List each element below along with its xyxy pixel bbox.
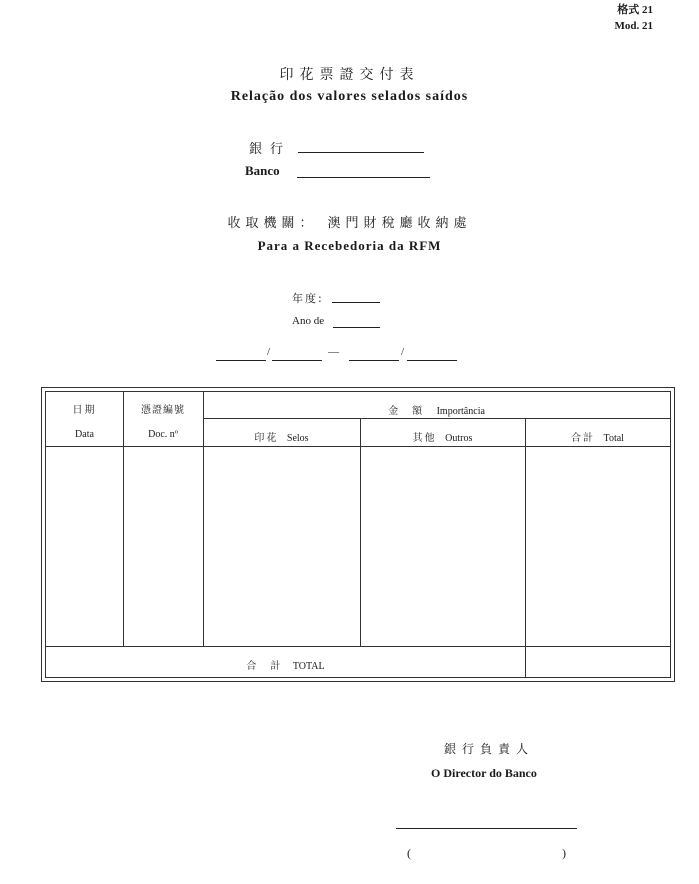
receiving-entity-zh xyxy=(0,212,699,232)
signature-name-field[interactable] xyxy=(413,846,559,862)
date-from-day-field[interactable] xyxy=(216,360,266,361)
cell-selos[interactable] xyxy=(204,447,360,646)
cell-total[interactable] xyxy=(526,447,670,646)
col-doc-zh: 憑證編號 xyxy=(141,405,185,416)
signature-paren-close: ) xyxy=(562,846,566,860)
signature-line[interactable] xyxy=(396,828,577,829)
col-outros-pt: Outros xyxy=(445,433,473,444)
total-row-label xyxy=(46,657,525,672)
title-pt: Relação dos valores selados saídos xyxy=(230,89,469,104)
col-outros-header xyxy=(360,429,525,444)
total-row-pt: TOTAL xyxy=(292,661,325,672)
receiving-entity-label: 收取機關： xyxy=(227,216,318,231)
date-range-dash: — xyxy=(328,346,339,358)
bank-label-pt: Banco xyxy=(245,163,280,178)
form-code xyxy=(615,2,654,34)
date-from-slash: / xyxy=(267,346,271,358)
total-row-value[interactable] xyxy=(526,647,670,678)
col-amount-zh: 金 額 xyxy=(388,406,425,417)
form-code-pt: Mod. 21 xyxy=(614,20,653,32)
col-selos-header xyxy=(203,429,360,444)
bank-label-zh: 銀行 xyxy=(249,142,292,157)
col-selos-zh: 印花 xyxy=(254,433,279,444)
year-label-zh: 年度: xyxy=(292,292,324,305)
year-label-pt: Ano de xyxy=(292,315,325,327)
bank-field-pt[interactable] xyxy=(297,177,430,178)
date-to-day-field[interactable] xyxy=(349,360,399,361)
year-field-pt[interactable] xyxy=(333,327,380,328)
receiving-entity-pt: Para a Recebedoria da RFM xyxy=(257,238,442,253)
cell-outros[interactable] xyxy=(361,447,525,646)
year-field-zh[interactable] xyxy=(332,302,380,303)
date-from-month-field[interactable] xyxy=(272,360,322,361)
cell-doc[interactable] xyxy=(124,447,203,646)
date-to-slash: / xyxy=(401,346,405,358)
date-to-month-field[interactable] xyxy=(407,360,457,361)
title-zh: 印花票證交付表 xyxy=(279,67,420,83)
col-amount-pt: Importância xyxy=(436,406,485,417)
col-date-pt: Data xyxy=(75,429,94,440)
total-row-zh: 合 計 xyxy=(246,661,283,672)
valores-table xyxy=(41,387,675,682)
col-doc-pt: Doc. nº xyxy=(148,429,178,440)
bank-field-zh[interactable] xyxy=(298,152,424,153)
amount-header-divider xyxy=(203,418,670,419)
col-total-pt: Total xyxy=(603,433,624,444)
table-inner-frame xyxy=(45,391,671,678)
receiving-entity-value: 澳門財稅廳收納處 xyxy=(327,216,472,231)
cell-date[interactable] xyxy=(46,447,123,646)
signature-label-zh: 銀行負責人 xyxy=(444,742,535,756)
form-code-zh: 格式 21 xyxy=(617,4,653,16)
col-total-zh: 合計 xyxy=(571,433,596,444)
col-date-zh: 日期 xyxy=(72,405,97,416)
signature-paren-open: ( xyxy=(407,846,411,860)
col-amount-header xyxy=(203,402,670,417)
col-selos-pt: Selos xyxy=(286,433,309,444)
signature-label-pt: O Director do Banco xyxy=(431,766,537,780)
col-outros-zh: 其他 xyxy=(412,433,437,444)
col-total-header xyxy=(525,429,670,444)
